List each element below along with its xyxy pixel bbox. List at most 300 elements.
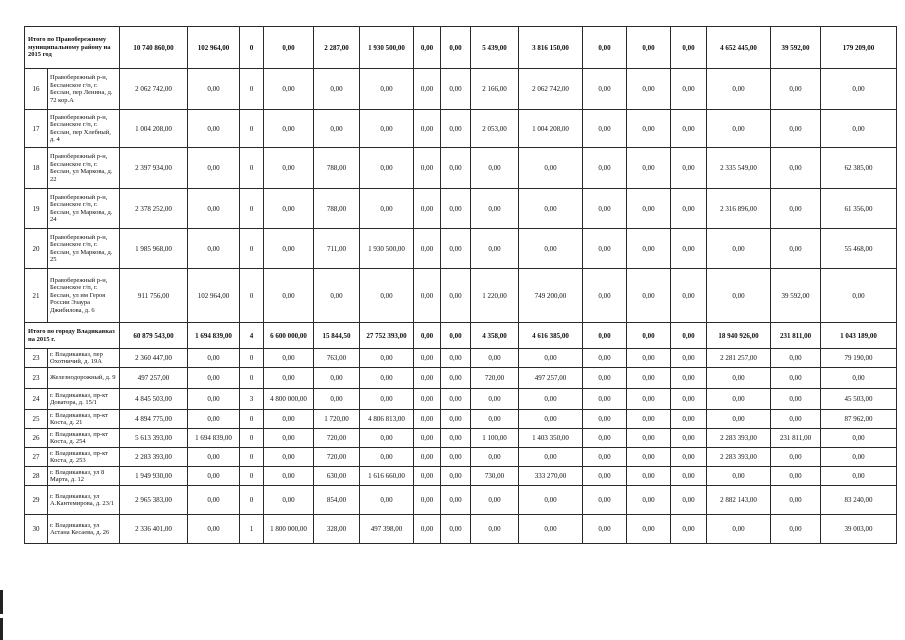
value-cell: 0,00 — [671, 69, 707, 110]
value-cell: 0,00 — [671, 515, 707, 544]
value-cell: 0,00 — [188, 69, 240, 110]
value-cell: 0,00 — [360, 429, 414, 448]
value-cell: 0 — [240, 448, 264, 467]
table-row — [25, 148, 897, 189]
value-cell: 0,00 — [264, 148, 314, 189]
value-cell: 0,00 — [671, 429, 707, 448]
value-cell: 0,00 — [583, 148, 627, 189]
value-cell: 0,00 — [264, 410, 314, 429]
table-row — [25, 410, 897, 429]
value-cell: 0,00 — [519, 189, 583, 229]
row-number: 29 — [25, 486, 48, 515]
value-cell: 0 — [240, 429, 264, 448]
value-cell: 1 930 500,00 — [360, 229, 414, 269]
address-cell: г. Владикавказ, пр-кт Коста, д. 254 — [48, 429, 120, 448]
address-cell: г. Владикавказ, пер Охотничий, д. 19А — [48, 349, 120, 368]
value-cell: 0,00 — [707, 229, 771, 269]
value-cell: 0,00 — [519, 448, 583, 467]
value-cell: 0,00 — [583, 323, 627, 349]
value-cell: 0,00 — [671, 148, 707, 189]
value-cell: 0,00 — [771, 410, 821, 429]
address-cell: г. Владикавказ, ул 8 Марта, д. 12 — [48, 467, 120, 486]
row-number: 21 — [25, 269, 48, 323]
value-cell: 0,00 — [264, 27, 314, 69]
value-cell: 0,00 — [441, 486, 471, 515]
value-cell: 0,00 — [627, 27, 671, 69]
value-cell: 0,00 — [627, 148, 671, 189]
value-cell: 2 062 742,00 — [519, 69, 583, 110]
value-cell: 0,00 — [264, 229, 314, 269]
value-cell: 0,00 — [771, 349, 821, 368]
value-cell: 0 — [240, 368, 264, 389]
value-cell: 2 166,00 — [471, 69, 519, 110]
value-cell: 0,00 — [360, 69, 414, 110]
value-cell: 4 800 000,00 — [264, 389, 314, 410]
value-cell: 749 200,00 — [519, 269, 583, 323]
value-cell: 1 004 208,00 — [120, 110, 188, 148]
value-cell: 0,00 — [264, 368, 314, 389]
value-cell: 0,00 — [671, 110, 707, 148]
value-cell: 0,00 — [771, 467, 821, 486]
value-cell: 0,00 — [707, 269, 771, 323]
value-cell: 0,00 — [471, 448, 519, 467]
value-cell: 0,00 — [188, 389, 240, 410]
value-cell: 0,00 — [583, 515, 627, 544]
value-cell: 0,00 — [627, 349, 671, 368]
value-cell: 0,00 — [314, 269, 360, 323]
value-cell: 0,00 — [471, 349, 519, 368]
value-cell: 0,00 — [188, 148, 240, 189]
value-cell: 0,00 — [627, 69, 671, 110]
value-cell: 1 403 350,00 — [519, 429, 583, 448]
value-cell: 0,00 — [671, 229, 707, 269]
value-cell: 0,00 — [314, 368, 360, 389]
value-cell: 0 — [240, 410, 264, 429]
value-cell: 1 220,00 — [471, 269, 519, 323]
value-cell: 0,00 — [188, 486, 240, 515]
value-cell: 0,00 — [627, 429, 671, 448]
value-cell: 0,00 — [314, 110, 360, 148]
row-number: 23 — [25, 368, 48, 389]
value-cell: 0,00 — [441, 515, 471, 544]
value-cell: 0,00 — [771, 486, 821, 515]
value-cell: 0,00 — [441, 27, 471, 69]
value-cell: 0,00 — [583, 486, 627, 515]
value-cell: 0,00 — [360, 368, 414, 389]
total-label: Итого по Правобережному муниципальному району на 2015 год — [25, 27, 120, 69]
value-cell: 0,00 — [264, 467, 314, 486]
value-cell: 0,00 — [627, 189, 671, 229]
value-cell: 0,00 — [471, 148, 519, 189]
value-cell: 0,00 — [360, 349, 414, 368]
value-cell: 45 503,00 — [821, 389, 897, 410]
value-cell: 0,00 — [264, 349, 314, 368]
value-cell: 0,00 — [360, 448, 414, 467]
value-cell: 0,00 — [414, 467, 441, 486]
value-cell: 0,00 — [360, 189, 414, 229]
value-cell: 1 043 189,00 — [821, 323, 897, 349]
value-cell: 0,00 — [583, 410, 627, 429]
value-cell: 0,00 — [188, 189, 240, 229]
value-cell: 0,00 — [821, 448, 897, 467]
value-cell: 0,00 — [471, 515, 519, 544]
value-cell: 0,00 — [627, 467, 671, 486]
value-cell: 0,00 — [264, 429, 314, 448]
table-row — [25, 486, 897, 515]
table-row — [25, 110, 897, 148]
value-cell: 0,00 — [671, 323, 707, 349]
value-cell: 0,00 — [264, 486, 314, 515]
value-cell: 0,00 — [771, 368, 821, 389]
value-cell: 2 283 393,00 — [707, 448, 771, 467]
value-cell: 0,00 — [441, 69, 471, 110]
value-cell: 0 — [240, 349, 264, 368]
row-number: 16 — [25, 69, 48, 110]
value-cell: 4 894 775,00 — [120, 410, 188, 429]
value-cell: 10 740 860,00 — [120, 27, 188, 69]
value-cell: 1 100,00 — [471, 429, 519, 448]
value-cell: 711,00 — [314, 229, 360, 269]
value-cell: 18 940 926,00 — [707, 323, 771, 349]
value-cell: 0,00 — [627, 323, 671, 349]
row-number: 30 — [25, 515, 48, 544]
address-cell: г. Владикавказ, ул Астана Кесаева, д. 26 — [48, 515, 120, 544]
value-cell: 0 — [240, 189, 264, 229]
value-cell: 27 752 393,00 — [360, 323, 414, 349]
value-cell: 102 964,00 — [188, 27, 240, 69]
value-cell: 0,00 — [264, 69, 314, 110]
value-cell: 0,00 — [627, 389, 671, 410]
address-cell: Правобережный р-н, Бесланское г/п, г. Беслан, пер Ленина, д. 72 кор.А — [48, 69, 120, 110]
table-row — [25, 69, 897, 110]
table-row — [25, 229, 897, 269]
value-cell: 1 004 208,00 — [519, 110, 583, 148]
value-cell: 0,00 — [771, 229, 821, 269]
value-cell: 0,00 — [414, 515, 441, 544]
value-cell: 0,00 — [414, 189, 441, 229]
value-cell: 0,00 — [414, 269, 441, 323]
value-cell: 0,00 — [441, 448, 471, 467]
value-cell: 0,00 — [414, 429, 441, 448]
value-cell: 0,00 — [707, 410, 771, 429]
value-cell: 788,00 — [314, 189, 360, 229]
table-row — [25, 389, 897, 410]
value-cell: 0,00 — [627, 110, 671, 148]
value-cell: 0,00 — [188, 368, 240, 389]
value-cell: 788,00 — [314, 148, 360, 189]
value-cell: 1 616 660,00 — [360, 467, 414, 486]
value-cell: 3 — [240, 389, 264, 410]
value-cell: 720,00 — [471, 368, 519, 389]
value-cell: 4 845 503,00 — [120, 389, 188, 410]
value-cell: 2 335 549,00 — [707, 148, 771, 189]
value-cell: 0,00 — [414, 368, 441, 389]
value-cell: 1 — [240, 515, 264, 544]
row-number: 27 — [25, 448, 48, 467]
value-cell: 179 209,00 — [821, 27, 897, 69]
table-row — [25, 467, 897, 486]
value-cell: 55 468,00 — [821, 229, 897, 269]
total-label: Итого по городу Владикавказ на 2015 г. — [25, 323, 120, 349]
value-cell: 0,00 — [627, 486, 671, 515]
value-cell: 0,00 — [627, 269, 671, 323]
value-cell: 0,00 — [360, 269, 414, 323]
value-cell: 0,00 — [519, 515, 583, 544]
value-cell: 4 358,00 — [471, 323, 519, 349]
value-cell: 730,00 — [471, 467, 519, 486]
value-cell: 0,00 — [771, 389, 821, 410]
value-cell: 0,00 — [707, 467, 771, 486]
value-cell: 2 360 447,00 — [120, 349, 188, 368]
value-cell: 0,00 — [771, 189, 821, 229]
value-cell: 0,00 — [441, 269, 471, 323]
value-cell: 0,00 — [441, 323, 471, 349]
value-cell: 0,00 — [821, 467, 897, 486]
value-cell: 4 616 385,00 — [519, 323, 583, 349]
address-cell: г. Владикавказ, ул А.Кантемирова, д. 23/1 — [48, 486, 120, 515]
value-cell: 0,00 — [583, 429, 627, 448]
value-cell: 0,00 — [627, 448, 671, 467]
value-cell: 87 962,00 — [821, 410, 897, 429]
value-cell: 0,00 — [188, 448, 240, 467]
value-cell: 0,00 — [441, 148, 471, 189]
value-cell: 0,00 — [471, 389, 519, 410]
row-number: 23 — [25, 349, 48, 368]
value-cell: 0,00 — [583, 189, 627, 229]
address-cell: Железнодорожный, д. 9 — [48, 368, 120, 389]
value-cell: 0,00 — [671, 269, 707, 323]
row-number: 17 — [25, 110, 48, 148]
value-cell: 1 985 968,00 — [120, 229, 188, 269]
value-cell: 0,00 — [360, 148, 414, 189]
value-cell: 0 — [240, 467, 264, 486]
value-cell: 0,00 — [583, 389, 627, 410]
value-cell: 0,00 — [314, 69, 360, 110]
value-cell: 0 — [240, 486, 264, 515]
value-cell: 15 844,50 — [314, 323, 360, 349]
row-number: 25 — [25, 410, 48, 429]
value-cell: 2 053,00 — [471, 110, 519, 148]
value-cell: 0,00 — [583, 110, 627, 148]
value-cell: 0,00 — [519, 148, 583, 189]
value-cell: 83 240,00 — [821, 486, 897, 515]
value-cell: 911 756,00 — [120, 269, 188, 323]
value-cell: 0,00 — [821, 69, 897, 110]
value-cell: 0,00 — [707, 389, 771, 410]
table-row — [25, 349, 897, 368]
value-cell: 0,00 — [671, 448, 707, 467]
value-cell: 0,00 — [188, 410, 240, 429]
value-cell: 4 — [240, 323, 264, 349]
value-cell: 0,00 — [414, 110, 441, 148]
value-cell: 0,00 — [414, 27, 441, 69]
value-cell: 60 879 543,00 — [120, 323, 188, 349]
value-cell: 79 190,00 — [821, 349, 897, 368]
value-cell: 0,00 — [264, 189, 314, 229]
table-body — [25, 27, 897, 544]
value-cell: 0,00 — [264, 110, 314, 148]
value-cell: 497 257,00 — [120, 368, 188, 389]
value-cell: 2 397 934,00 — [120, 148, 188, 189]
value-cell: 0,00 — [414, 389, 441, 410]
value-cell: 0,00 — [360, 389, 414, 410]
value-cell: 0,00 — [583, 349, 627, 368]
value-cell: 0,00 — [583, 448, 627, 467]
value-cell: 62 385,00 — [821, 148, 897, 189]
value-cell: 720,00 — [314, 448, 360, 467]
address-cell: г. Владикавказ, пр-кт Доватора, д. 15/1 — [48, 389, 120, 410]
value-cell: 0,00 — [188, 110, 240, 148]
value-cell: 0,00 — [821, 368, 897, 389]
value-cell: 2 281 257,00 — [707, 349, 771, 368]
value-cell: 0,00 — [441, 410, 471, 429]
value-cell: 0,00 — [441, 189, 471, 229]
value-cell: 0,00 — [671, 368, 707, 389]
address-cell: Правобережный р-н, Бесланское г/п, г. Беслан, ул Маркова, д. 25 — [48, 229, 120, 269]
value-cell: 0,00 — [441, 229, 471, 269]
value-cell: 0,00 — [671, 486, 707, 515]
value-cell: 1 694 839,00 — [188, 429, 240, 448]
value-cell: 497 257,00 — [519, 368, 583, 389]
value-cell: 0,00 — [414, 410, 441, 429]
value-cell: 854,00 — [314, 486, 360, 515]
value-cell: 0,00 — [671, 189, 707, 229]
value-cell: 0,00 — [627, 515, 671, 544]
capital-repair-table — [24, 26, 897, 544]
value-cell: 0,00 — [414, 448, 441, 467]
value-cell: 0,00 — [188, 515, 240, 544]
value-cell: 231 811,00 — [771, 429, 821, 448]
total-row — [25, 323, 897, 349]
value-cell: 2 965 383,00 — [120, 486, 188, 515]
value-cell: 0,00 — [519, 349, 583, 368]
value-cell: 0,00 — [441, 110, 471, 148]
row-number: 24 — [25, 389, 48, 410]
value-cell: 0,00 — [471, 486, 519, 515]
value-cell: 328,00 — [314, 515, 360, 544]
value-cell: 0,00 — [414, 148, 441, 189]
value-cell: 1 949 930,00 — [120, 467, 188, 486]
value-cell: 0,00 — [707, 110, 771, 148]
value-cell: 39 592,00 — [771, 269, 821, 323]
value-cell: 0,00 — [264, 448, 314, 467]
left-margin-mark — [0, 590, 3, 614]
value-cell: 0,00 — [707, 368, 771, 389]
value-cell: 2 336 401,00 — [120, 515, 188, 544]
row-number: 18 — [25, 148, 48, 189]
value-cell: 0,00 — [471, 410, 519, 429]
address-cell: Правобережный р-н, Бесланское г/п, г. Беслан, ул Маркова, д. 22 — [48, 148, 120, 189]
value-cell: 0,00 — [519, 410, 583, 429]
value-cell: 0,00 — [264, 269, 314, 323]
value-cell: 0,00 — [414, 229, 441, 269]
value-cell: 0,00 — [441, 368, 471, 389]
value-cell: 0 — [240, 110, 264, 148]
value-cell: 0,00 — [671, 410, 707, 429]
value-cell: 0,00 — [519, 229, 583, 269]
value-cell: 0,00 — [471, 189, 519, 229]
value-cell: 333 270,00 — [519, 467, 583, 486]
value-cell: 0,00 — [583, 27, 627, 69]
value-cell: 0 — [240, 69, 264, 110]
address-cell: Правобережный р-н, Бесланское г/п, г. Беслан, пер Хлебный, д. 4 — [48, 110, 120, 148]
value-cell: 0,00 — [671, 27, 707, 69]
address-cell: Правобережный р-н, Бесланское г/п, г. Беслан, ул Маркова, д. 24 — [48, 189, 120, 229]
value-cell: 0,00 — [414, 69, 441, 110]
value-cell: 0,00 — [627, 229, 671, 269]
value-cell: 0,00 — [771, 148, 821, 189]
address-cell: г. Владикавказ, пр-кт Коста, д. 253 — [48, 448, 120, 467]
value-cell: 0,00 — [441, 467, 471, 486]
value-cell: 0,00 — [188, 229, 240, 269]
value-cell: 2 882 143,00 — [707, 486, 771, 515]
value-cell: 0,00 — [627, 410, 671, 429]
value-cell: 0,00 — [414, 349, 441, 368]
value-cell: 0,00 — [627, 368, 671, 389]
value-cell: 0,00 — [441, 429, 471, 448]
value-cell: 0,00 — [707, 515, 771, 544]
value-cell: 4 806 813,00 — [360, 410, 414, 429]
table-row — [25, 448, 897, 467]
value-cell: 0 — [240, 229, 264, 269]
value-cell: 4 652 445,00 — [707, 27, 771, 69]
value-cell: 6 600 000,00 — [264, 323, 314, 349]
value-cell: 1 930 500,00 — [360, 27, 414, 69]
value-cell: 0,00 — [441, 389, 471, 410]
value-cell: 0,00 — [821, 269, 897, 323]
value-cell: 2 283 393,00 — [707, 429, 771, 448]
value-cell: 2 378 252,00 — [120, 189, 188, 229]
table-row — [25, 189, 897, 229]
value-cell: 0,00 — [671, 467, 707, 486]
address-cell: г. Владикавказ, пр-кт Коста, д. 21 — [48, 410, 120, 429]
value-cell: 0,00 — [771, 69, 821, 110]
value-cell: 102 964,00 — [188, 269, 240, 323]
value-cell: 0,00 — [519, 389, 583, 410]
value-cell: 0,00 — [583, 269, 627, 323]
value-cell: 0,00 — [707, 69, 771, 110]
value-cell: 0,00 — [519, 486, 583, 515]
value-cell: 2 316 896,00 — [707, 189, 771, 229]
table-row — [25, 515, 897, 544]
value-cell: 0,00 — [771, 515, 821, 544]
row-number: 20 — [25, 229, 48, 269]
value-cell: 1 720,00 — [314, 410, 360, 429]
value-cell: 0,00 — [583, 69, 627, 110]
value-cell: 0,00 — [771, 448, 821, 467]
table-row — [25, 269, 897, 323]
value-cell: 0,00 — [314, 389, 360, 410]
value-cell: 0 — [240, 269, 264, 323]
value-cell: 0,00 — [471, 229, 519, 269]
value-cell: 5 439,00 — [471, 27, 519, 69]
left-margin-mark — [0, 618, 3, 640]
value-cell: 39 592,00 — [771, 27, 821, 69]
row-number: 19 — [25, 189, 48, 229]
value-cell: 5 613 393,00 — [120, 429, 188, 448]
value-cell: 231 811,00 — [771, 323, 821, 349]
value-cell: 1 694 839,00 — [188, 323, 240, 349]
address-cell: Правобережный р-н, Бесланское г/п, г. Беслан, ул им Героя России Эзаура Джибилова, д. 6 — [48, 269, 120, 323]
row-number: 28 — [25, 467, 48, 486]
value-cell: 0,00 — [188, 467, 240, 486]
value-cell: 0,00 — [414, 323, 441, 349]
value-cell: 0 — [240, 148, 264, 189]
value-cell: 0,00 — [360, 110, 414, 148]
value-cell: 0,00 — [441, 349, 471, 368]
value-cell: 763,00 — [314, 349, 360, 368]
value-cell: 0,00 — [671, 389, 707, 410]
